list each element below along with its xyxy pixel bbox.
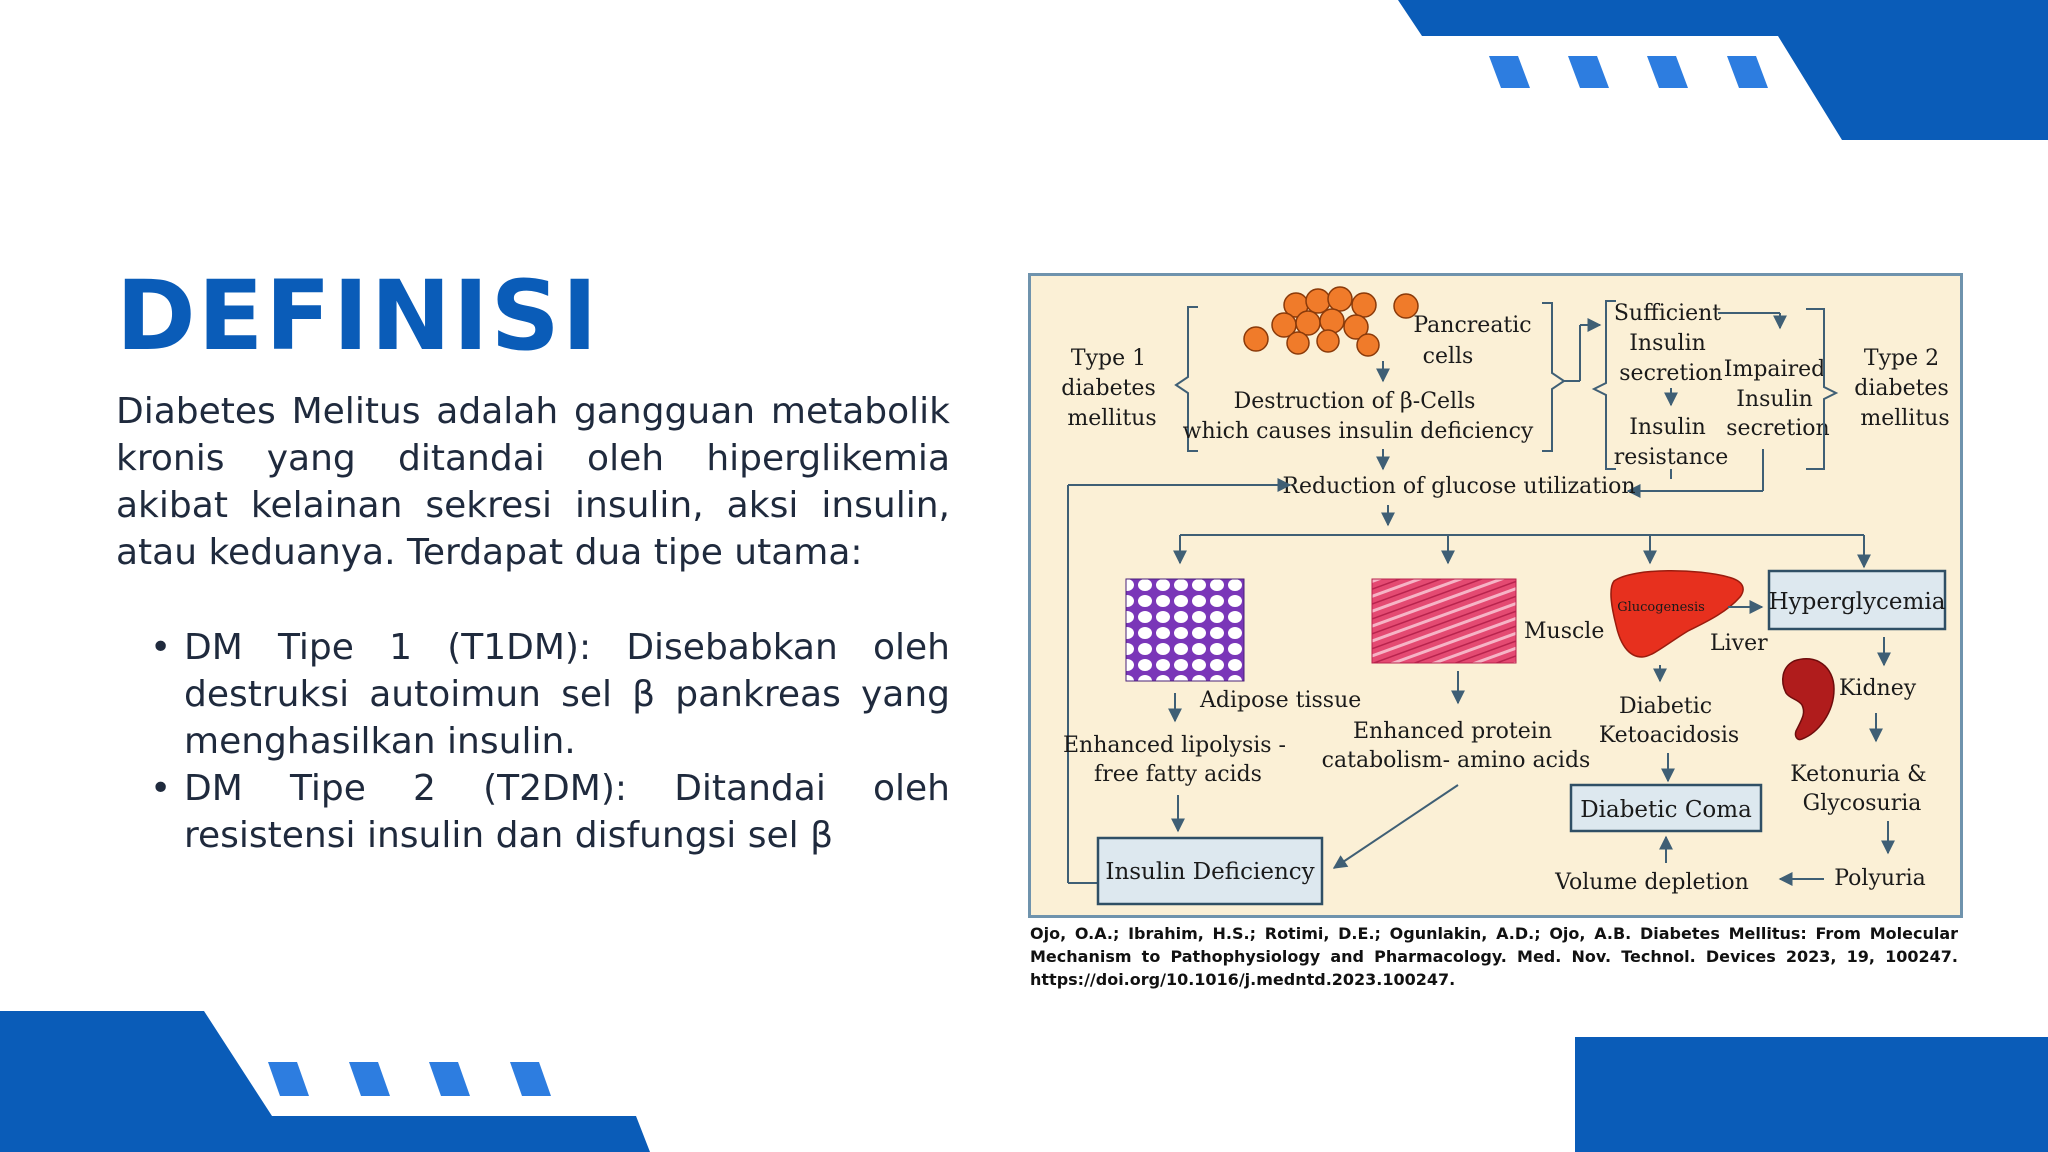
impaired-secretion-label: Impaired Insulin secretion bbox=[1723, 357, 1830, 441]
bottom-right-block bbox=[1575, 1037, 2048, 1152]
type1-label: Type 1 diabetes mellitus bbox=[1061, 346, 1157, 431]
diabetes-pathophysiology-diagram bbox=[1028, 273, 1964, 919]
liver-label: Liver bbox=[1710, 631, 1768, 656]
volume-depletion-label: Volume depletion bbox=[1555, 870, 1749, 895]
destruction-label: Destruction of β-Cells which causes insulin deficiency bbox=[1182, 389, 1534, 444]
reduction-glucose-label: Reduction of glucose utilization bbox=[1282, 474, 1636, 499]
list-item: • DM Tipe 1 (T1DM): Disebabkan oleh destruksi autoimun sel β pankreas yang menghasilkan insulin. bbox=[150, 624, 950, 765]
adipose-tissue-image bbox=[1126, 579, 1244, 681]
hyperglycemia-label: Hyperglycemia bbox=[1768, 589, 1946, 615]
pancreatic-cells-label: Pancreatic cells bbox=[1413, 313, 1532, 369]
ketoacidosis-label: Diabetic Ketoacidosis bbox=[1598, 694, 1740, 748]
bottom-left-banner bbox=[0, 1011, 650, 1152]
bottom-chevrons bbox=[268, 1062, 551, 1096]
adipose-tissue-label: Adipose tissue bbox=[1200, 688, 1362, 713]
insulin-deficiency-label: Insulin Deficiency bbox=[1105, 859, 1315, 885]
lipolysis-label: Enhanced lipolysis - free fatty acids bbox=[1062, 733, 1287, 787]
insulin-resistance-label: Insulin resistance bbox=[1613, 415, 1729, 470]
polyuria-label: Polyuria bbox=[1834, 866, 1926, 891]
type2-label: Type 2 diabetes mellitus bbox=[1854, 346, 1950, 431]
page-title: DEFINISI bbox=[116, 260, 600, 372]
list-item: • DM Tipe 2 (T2DM): Ditandai oleh resistensi insulin dan disfungsi sel β bbox=[150, 765, 950, 859]
ketonuria-label: Ketonuria & Glycosuria bbox=[1790, 762, 1927, 816]
diabetic-coma-label: Diabetic Coma bbox=[1580, 797, 1752, 823]
kidney-label: Kidney bbox=[1839, 676, 1917, 701]
sufficient-secretion-label: Sufficient Insulin secretion bbox=[1613, 301, 1723, 386]
citation: Ojo, O.A.; Ibrahim, H.S.; Rotimi, D.E.; Ogunlakin, A.D.; Ojo, A.B. Diabetes Mellitus: From Molecular Mechanism to Pathophysiology and Pharmacology. Med. Nov. Technol. Devices 2023, 19, 100247. https://doi.org/10.1016/j.medntd.2023.100247. bbox=[1030, 924, 1958, 989]
diabetes-types-list bbox=[150, 624, 950, 859]
muscle-image bbox=[1372, 579, 1516, 663]
definition-text: Diabetes Melitus adalah gangguan metabolik kronis yang ditandai oleh hiperglikemia akibat kelainan sekresi insulin, aksi insulin, atau keduanya. Terdapat dua tipe utama: bbox=[116, 391, 950, 573]
muscle-label: Muscle bbox=[1524, 619, 1605, 644]
top-chevrons bbox=[1489, 56, 1768, 88]
protein-catabolism-label: Enhanced protein catabolism- amino acids bbox=[1321, 719, 1591, 773]
glucogenesis-label: Glucogenesis bbox=[1617, 600, 1705, 615]
